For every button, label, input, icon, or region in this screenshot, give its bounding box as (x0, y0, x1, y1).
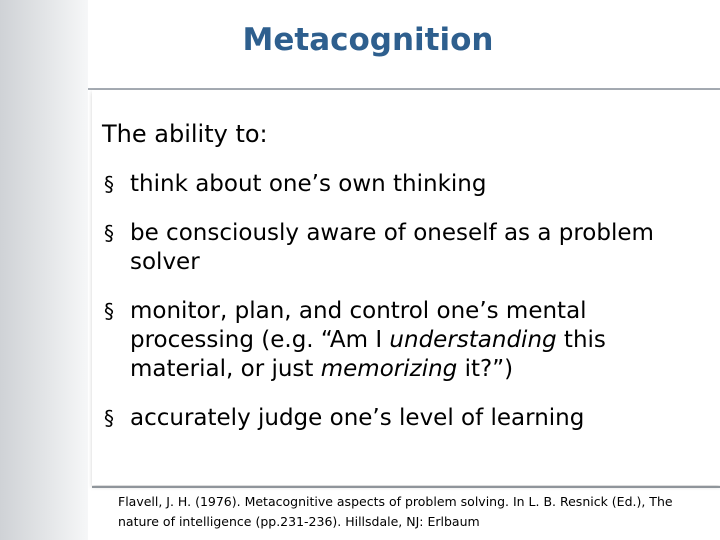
bullet-emphasis: understanding (389, 327, 557, 353)
bullet-marker-icon: § (104, 221, 114, 245)
left-decorative-band (0, 0, 88, 540)
bullet-text: accurately judge one’s level of learning (130, 405, 585, 431)
bullet-text: be consciously aware of oneself as a problem solver (130, 220, 654, 275)
citation-text: Flavell, J. H. (1976). Metacognitive aspects of problem solving. In L. B. Resnick (Ed.), The nature of intelligence (pp.231-236). Hillsdale, NJ: Erlbaum (118, 494, 673, 529)
bullet-text-part: monitor, plan, and control one’s mental processing (e.g. “Am I (130, 298, 587, 353)
footer-divider (92, 486, 720, 488)
bullet-item (102, 170, 702, 199)
intro-text: The ability to: (102, 120, 268, 148)
bullet-marker-icon: § (104, 172, 114, 196)
bullet-item (102, 404, 702, 433)
bullet-text-part: this material, or just (130, 327, 606, 382)
bullet-text-part: it?”) (457, 356, 514, 382)
bullet-item (102, 297, 702, 384)
slide-title: Metacognition (242, 22, 494, 58)
bullet-emphasis: memorizing (320, 356, 458, 382)
bullet-text: think about one’s own thinking (130, 171, 487, 197)
bullet-marker-icon: § (104, 299, 114, 323)
bullet-list (102, 170, 702, 453)
bullet-marker-icon: § (104, 406, 114, 430)
bullet-item (102, 219, 702, 277)
